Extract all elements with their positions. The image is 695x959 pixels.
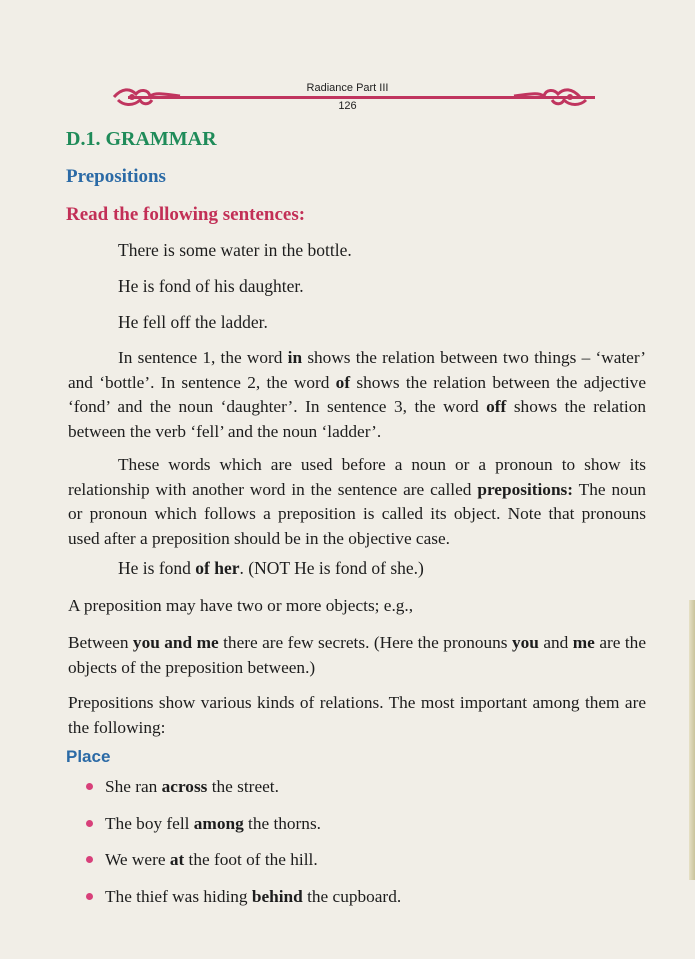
book-title: Radiance Part III: [306, 82, 389, 94]
bullet-icon: [86, 820, 93, 827]
list-item: The boy fell among the thorns.: [86, 812, 321, 836]
list-item: We were at the foot of the hill.: [86, 848, 318, 872]
example-sentence: He is fond of her. (NOT He is fond of she.): [118, 558, 424, 578]
example-sentence: There is some water in the bottle.: [118, 240, 352, 260]
paragraph: Prepositions show various kinds of relations. The most important among them are the following:: [68, 693, 646, 737]
bullet-icon: [86, 893, 93, 900]
instruction-heading: Read the following sentences:: [66, 204, 306, 225]
definition-paragraph: These words which are used before a noun or a pronoun to show its relationship with another word in the sentence are called prepositions: The noun or pronoun which follows a preposition is called its object. Note that pronouns used after a preposition should be in the objective case.: [68, 455, 647, 548]
list-item: The thief was hiding behind the cupboard.: [86, 885, 401, 909]
header-rule: [128, 96, 595, 99]
example-sentence: He fell off the ladder.: [118, 312, 268, 332]
page-number: 126: [338, 100, 357, 112]
paragraph: Between you and me there are few secrets. (Here the pronouns you and me are the objects of the preposition between.): [68, 633, 646, 677]
section-heading: D.1. GRAMMAR: [66, 128, 217, 150]
page-edge: [689, 600, 695, 880]
example-sentence: He is fond of his daughter.: [118, 276, 304, 296]
explanation-paragraph: In sentence 1, the word in shows the relation between two things – ‘water’ and ‘bottle’. In sentence 2, the word of shows the relation between the adjective ‘fond’ and the noun ‘daughter’. In sentence 3, the word off shows the relation between the verb ‘fell’ and the noun ‘ladder’.: [68, 348, 646, 441]
paragraph: A preposition may have two or more objects; e.g.,: [68, 596, 414, 615]
list-item: She ran across the street.: [86, 775, 279, 799]
bullet-icon: [86, 856, 93, 863]
place-heading: Place: [66, 747, 111, 766]
subheading: Prepositions: [66, 166, 166, 187]
bullet-icon: [86, 783, 93, 790]
